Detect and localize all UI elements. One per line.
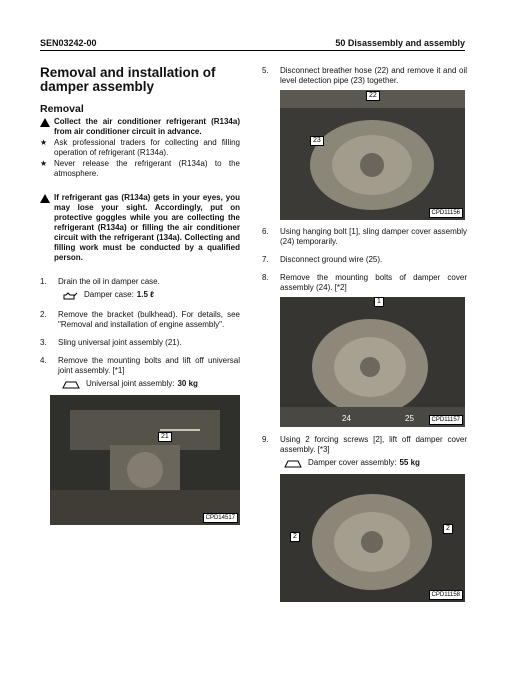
bullet-star: [40, 159, 240, 179]
step-1: [40, 277, 240, 300]
step-9: [262, 435, 467, 468]
step-spec: [58, 290, 240, 300]
step-number: 6.: [262, 227, 269, 236]
photo-code: CPD11156: [429, 208, 463, 218]
step-7: [262, 255, 467, 265]
weight-icon: [284, 459, 302, 468]
section-subtitle: Removal: [40, 103, 84, 115]
star-icon: ★: [40, 138, 48, 147]
step-number: 9.: [262, 435, 269, 444]
bullet-warning: [40, 117, 240, 137]
step-text: Drain the oil in damper case.: [58, 277, 160, 286]
callout-label: 23: [310, 136, 324, 146]
left-column: [40, 66, 240, 525]
step-spec: [58, 379, 240, 389]
step-text: Using hanging bolt [1], sling damper cover assembly (24) temporarily.: [280, 227, 467, 246]
weight-icon: [62, 380, 80, 389]
step-text: Disconnect breather hose (22) and remove it and oil level detection pipe (23) together.: [280, 66, 467, 85]
bullet-text: Never release the refrigerant (R134a) to the atmosphere.: [54, 159, 240, 178]
bullet-text: Collect the air conditioner refrigerant (R134a) from air conditioner circuit in advance.: [54, 117, 240, 136]
bullet-text: Ask professional traders for collecting and filling operation of refrigerant (R134a).: [54, 138, 240, 157]
step-4: [40, 356, 240, 389]
callout-label: 21: [158, 432, 172, 442]
step-text: Sling universal joint assembly (21).: [58, 338, 182, 347]
step-2: [40, 310, 240, 330]
photo-code: CPD11157: [429, 415, 463, 425]
right-column: [262, 66, 467, 602]
spec-label: Universal joint assembly:: [86, 379, 175, 388]
photo-code: CPD11158: [429, 590, 463, 600]
photo-illustration: [280, 90, 465, 220]
step-number: 3.: [40, 338, 47, 347]
photo-breather-hose: [280, 90, 465, 220]
step-number: 4.: [40, 356, 47, 365]
callout-label: 22: [366, 91, 380, 101]
photo-forcing-screws: [280, 474, 465, 602]
callout-label: 24: [342, 414, 351, 423]
spec-value: 55 kg: [399, 458, 420, 467]
oil-can-icon: [62, 290, 78, 300]
step-8: [262, 273, 467, 293]
spec-value: 30 kg: [177, 379, 198, 388]
step-6: [262, 227, 467, 247]
step-number: 1.: [40, 277, 47, 286]
warning-icon: [40, 193, 54, 263]
step-number: 5.: [262, 66, 269, 75]
step-spec: [280, 458, 467, 468]
photo-illustration: [280, 297, 465, 427]
photo-universal-joint: [50, 395, 240, 525]
step-text: Using 2 forcing screws [2], lift off damper cover assembly. [*3]: [280, 435, 467, 454]
spec-value: 1.5 ℓ: [136, 290, 155, 299]
bullet-star: [40, 138, 240, 158]
photo-illustration: [50, 395, 240, 525]
step-text: Remove the mounting bolts of damper cover assembly (24). [*2]: [280, 273, 467, 292]
warning-icon: [40, 117, 54, 137]
photo-illustration: [280, 474, 465, 602]
star-icon: ★: [40, 159, 48, 168]
step-text: Remove the mounting bolts and lift off universal joint assembly. [*1]: [58, 356, 240, 375]
warning-text: If refrigerant gas (R134a) gets in your eyes, you may lose your sight. Accordingly, put on protective goggles while you are collecting the refrigerant (R134a) or filling the air conditioner circuit with the refrigerant (134a). Collecting and filling work must be conducted by a qualified person.: [54, 193, 240, 262]
callout-label: 1: [374, 297, 384, 307]
spec-label: Damper cover assembly:: [308, 458, 397, 467]
step-3: [40, 338, 240, 348]
callout-label: 2: [290, 532, 300, 542]
photo-code: CPD14517: [203, 513, 238, 523]
warning-block: [40, 193, 240, 263]
step-number: 2.: [40, 310, 47, 319]
callout-label: 2: [443, 524, 453, 534]
step-text: Disconnect ground wire (25).: [280, 255, 383, 264]
photo-damper-cover: [280, 297, 465, 427]
page-title: Removal and installation of damper assembly: [40, 65, 216, 94]
callout-label: 25: [405, 414, 414, 423]
doc-id: SEN03242-00: [40, 38, 97, 48]
spec-label: Damper case:: [84, 290, 134, 299]
step-number: 8.: [262, 273, 269, 282]
step-text: Remove the bracket (bulkhead). For details, see "Removal and installation of engine assembly".: [58, 310, 240, 329]
step-5: [262, 66, 467, 86]
step-number: 7.: [262, 255, 269, 264]
header-rule: [40, 50, 465, 51]
section-title: 50 Disassembly and assembly: [335, 38, 465, 48]
